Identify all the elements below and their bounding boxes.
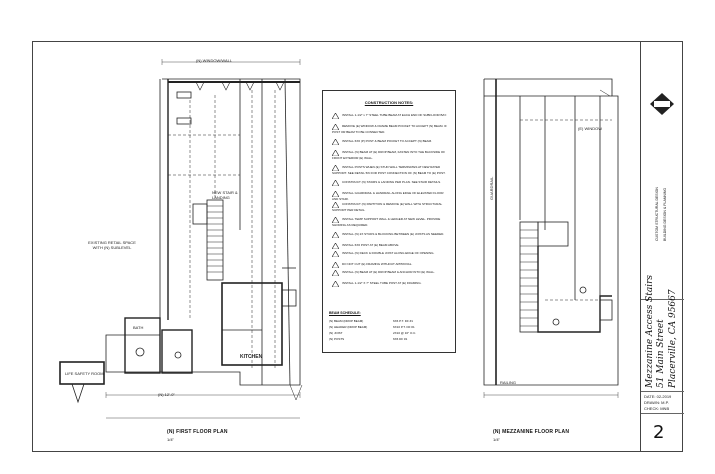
first-floor-plan-scale: 1/4" [167, 437, 174, 442]
mezz-rail-label: RAILING [500, 380, 517, 385]
note-text: INSTALL (N) BEAM AT (E) DROP BEAM, FASTEN INTO THE BACKSIDE OF FRONT EXTERIOR (E) WALL. [332, 150, 446, 160]
first-plan-bottom-dim: (N) 12'-0" [158, 392, 175, 397]
note-text: INSTALL 6X6 (P) POST & BEAM POCKET TO ACCEPT (N) BEAM. [342, 139, 432, 143]
note-text: INSTALL (N) 2X STUDS & BLOCKING BETWEEN (E) JOISTS AS NEEDED. [342, 232, 445, 236]
project-address-line1: 51 Main Street [656, 319, 666, 388]
date-label: DATE: 02-2019 [644, 394, 672, 399]
note-text: REMOVE (E) WINDOW & FRAME BEAM POCKET TO ACCEPT (N) BEAM. IF POST OR BEAM TO BE CONNECTED. [332, 124, 447, 134]
first-plan-top-dim: (N) WINDOW/WALL [196, 58, 233, 63]
beam-schedule-value: 6X6 DF #1 [393, 337, 408, 341]
mezzanine-floor-plan-scale: 1/4" [493, 437, 500, 442]
note-text: CONSTRUCT (N) STAIRS & LANDING PER PLAN. SEE STAIR DETAILS. [342, 180, 441, 184]
note-text: INSTALL (N) BEAM AT (E) DROP BEAM & ANCHOR INTO (E) WALL. [342, 270, 436, 274]
note-text: INSTALL 6X6 POST AT (E) BEAM ABOVE. [342, 243, 400, 247]
check-label: CHECK: MNB [644, 406, 670, 411]
beam-schedule-key: (N) HEADER (DROP BEAM) [329, 325, 368, 329]
bath-label: BATH [133, 325, 144, 330]
first-floor-plan-title: (N) FIRST FLOOR PLAN [167, 429, 228, 435]
project-name: Mezzanine Access Stairs [645, 274, 655, 388]
drawn-label: DRAWN: M.P. [644, 400, 669, 405]
beam-schedule-title: BEAM SCHEDULE: [329, 311, 361, 315]
stair-label: NEW STAIR & LANDING [212, 190, 238, 200]
note-text: INSTALL (N) DECK & DOUBLE JOIST ALONG EDGE OF OPENING. [342, 251, 435, 255]
beam-schedule-value: 6X6 P.T. DF #1 [393, 319, 413, 323]
meta-cell [641, 391, 684, 413]
construction-notes-title: CONSTRUCTION NOTES: [364, 100, 414, 105]
beam-schedule-key: (N) JOIST [329, 331, 343, 335]
beam-schedule-key: (N) BEAM (DROP BEAM) [329, 319, 364, 323]
sheet-number: 2 [653, 422, 665, 443]
kitchen-label: KITCHEN [240, 354, 263, 360]
note-text: CONSTRUCT (N) PARTITION & REMOVE (E) WALL WITH STRUCTURAL SUPPORT PER DETAIL. [332, 202, 443, 212]
company-name: CUSTOM STRUCTURAL DESIGN [655, 187, 659, 241]
note-text: INSTALL POSTS WHEN (E) STUD WALL TERMINATES AT NEW RATED SUPPORT. SEE DETAIL 5/6 FOR POST CONNECTION OF (N) BEAM TO (E) POST. [332, 165, 446, 175]
mezz-window-label: (E) WINDOW [578, 126, 602, 131]
beam-schedule-value: 2X10 @ 16" O.C. [393, 331, 417, 335]
note-text: INSTALL 1-1/2" X 7" STEEL TUBE POST AT (E) FRAMING. [342, 281, 422, 285]
mezz-guard-label: GUARDRAIL [489, 176, 494, 200]
note-text: INSTALL 1-1/2" x 7" STEEL TUBE BEAM AT EACH END OF SUBFLOOR BAY. [342, 113, 447, 117]
note-text: INSTALL TEMP SUPPORT WALL & LEDGER AT NEW LEVEL. PROVIDE SHORING AS REQUIRED. [332, 217, 441, 227]
beam-schedule-key: (N) POSTS [329, 337, 345, 341]
note-text: DO NOT CUT (E) FRAMING WITHOUT APPROVAL. [342, 262, 413, 266]
company-logo-band [654, 101, 670, 107]
project-address-line2: Placerville, CA 95667 [668, 289, 678, 388]
project-cell [641, 274, 684, 391]
note-text: INSTALL GUARDRAIL & HANDRAIL ALONG EDGE OF ELEVATED FLOOR AND STAIR. [332, 191, 444, 201]
mezzanine-floor-plan-title: (N) MEZZANINE FLOOR PLAN [493, 429, 570, 435]
beam-schedule-value: 6X10 P.T. DF #1 [393, 325, 415, 329]
sheet-number-cell [641, 413, 684, 452]
existing-space-label: EXISTING RETAIL SPACE WITH (N) SUBLEVEL [88, 240, 136, 250]
company-info: BUILDING DESIGN & PLANNING [663, 187, 667, 241]
title-block [640, 41, 683, 452]
ramp-label: LIFE SAFETY ROOM [65, 371, 104, 376]
